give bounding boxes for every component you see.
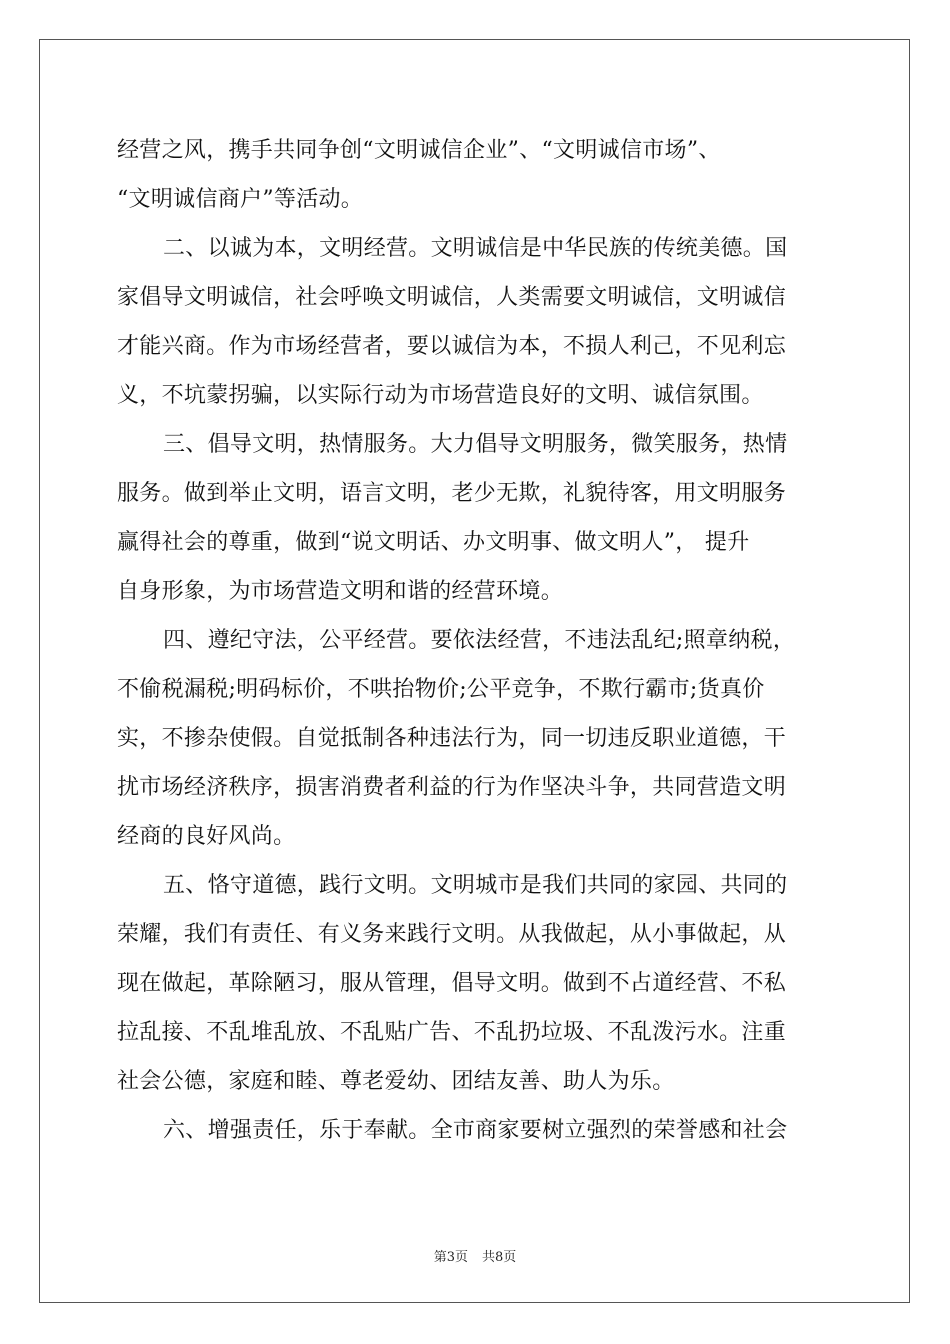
paragraph-first-line: 四、遵纪守法，公平经营。要依法经营，不违法乱纪;照章纳税， [163,628,796,653]
text-line: 经商的良好风尚。 [117,824,296,849]
text-line: 义，不坑蒙拐骗，以实际行动为市场营造良好的文明、诚信氛围。 [117,383,764,408]
text-line: 自身形象，为市场营造文明和谐的经营环境。 [117,579,564,604]
text-line: 现在做起，革除陋习，服从管理，倡导文明。做到不占道经营、不私 [117,971,787,996]
text-line: 扰市场经济秩序，损害消费者利益的行为作坚决斗争，共同营造文明 [117,775,787,800]
text-line: 赢得社会的尊重，做到“说文明话、办文明事、做文明人”， 提升 [117,530,750,555]
text-line: 才能兴商。作为市场经营者，要以诚信为本，不损人利己，不见利忘 [117,334,787,359]
page-number-total: 共8页 [482,1250,517,1265]
text-line: 家倡导文明诚信，社会呼唤文明诚信，人类需要文明诚信，文明诚信 [117,285,787,310]
text-line: 经营之风，携手共同争创“文明诚信企业”、“文明诚信市场”、 [117,138,721,163]
text-line: 荣耀，我们有责任、有义务来践行文明。从我做起，从小事做起，从 [117,922,787,947]
page-number-current: 第3页 [433,1250,468,1265]
text-line: 实，不掺杂使假。自觉抵制各种违法行为，同一切违反职业道德，干 [117,726,787,751]
text-line: “文明诚信商户”等活动。 [117,187,364,212]
paragraph-first-line: 五、恪守道德，践行文明。文明城市是我们共同的家园、共同的 [163,873,788,898]
text-line: 社会公德，家庭和睦、尊老爱幼、团结友善、助人为乐。 [117,1069,675,1094]
text-line: 不偷税漏税;明码标价，不哄抬物价;公平竞争，不欺行霸市;货真价 [117,677,765,702]
document-body [117,126,833,1155]
page-footer [0,1246,950,1265]
text-line: 拉乱接、不乱堆乱放、不乱贴广告、不乱扔垃圾、不乱泼污水。注重 [117,1020,787,1045]
paragraph-first-line: 六、增强责任，乐于奉献。全市商家要树立强烈的荣誉感和社会 [163,1118,788,1143]
text-line: 服务。做到举止文明，语言文明，老少无欺，礼貌待客，用文明服务 [117,481,787,506]
paragraph-first-line: 三、倡导文明，热情服务。大力倡导文明服务，微笑服务，热情 [163,432,788,457]
paragraph-first-line: 二、以诚为本，文明经营。文明诚信是中华民族的传统美德。国 [163,236,788,261]
